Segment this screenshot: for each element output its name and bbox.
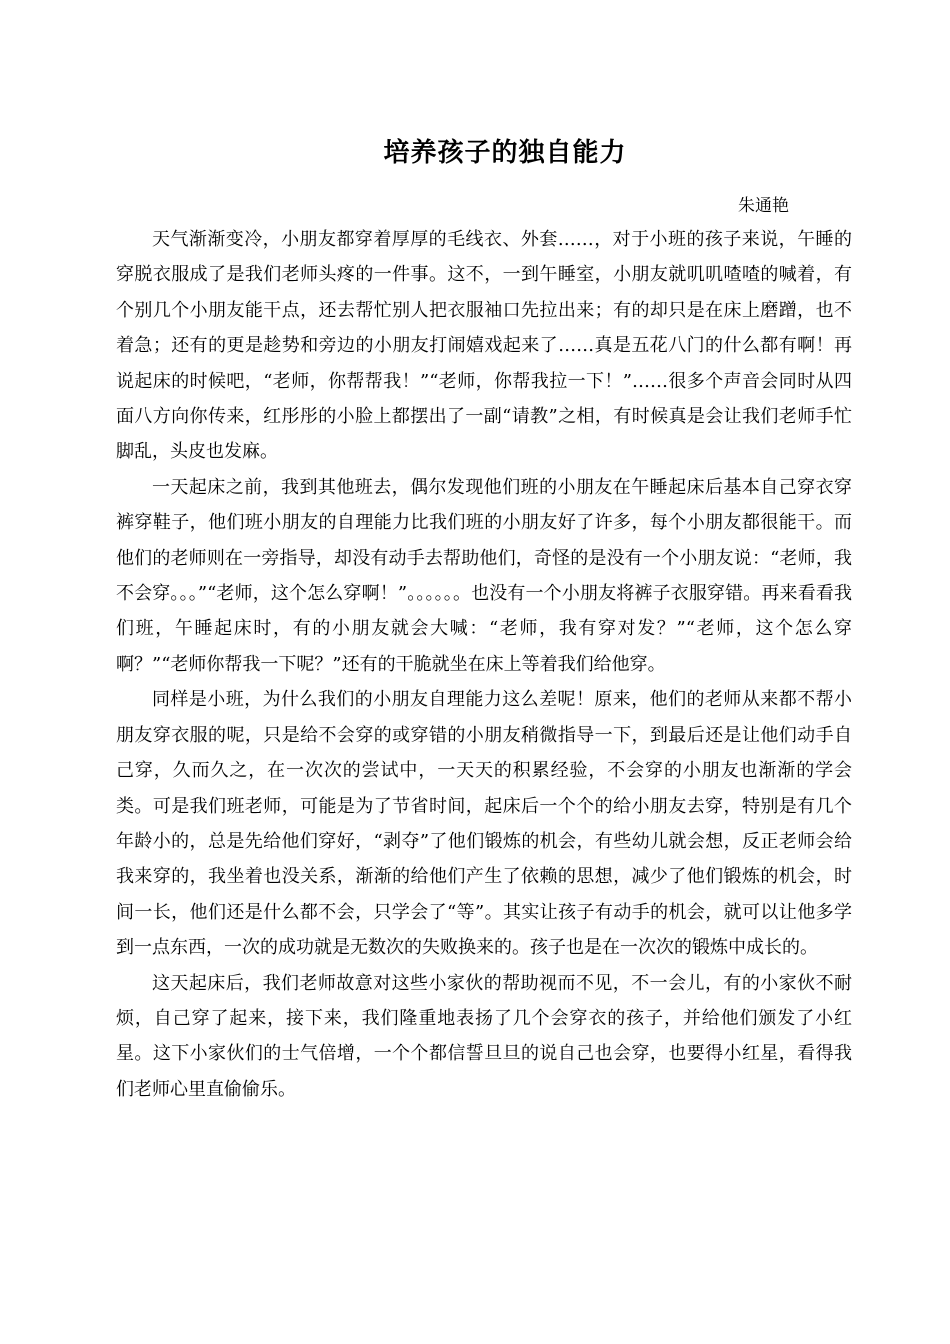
paragraph-2: 一天起床之前，我到其他班去，偶尔发现他们班的小朋友在午睡起床后基本自己穿衣穿裤穿鞋子，他们班小朋友的自理能力比我们班的小朋友好了许多，每个小朋友都很能干。而他们的老师则在一旁指导，却没有动手去帮助他们，奇怪的是没有一个小朋友说：“老师，我不会穿。。。”“老师，这个怎么穿啊！”。。。。。。也没有一个小朋友将裤子衣服穿错。再来看看我们班，午睡起床时，有的小朋友就会大喊：“老师，我有穿对发？”“老师，这个怎么穿啊？”“老师你帮我一下呢？”还有的干脆就坐在床上等着我们给他穿。 bbox=[116, 476, 852, 675]
article-body bbox=[116, 222, 852, 1107]
paragraph-4: 这天起床后，我们老师故意对这些小家伙的帮助视而不见，不一会儿，有的小家伙不耐烦，自己穿了起来，接下来，我们隆重地表扬了几个会穿衣的孩子，并给他们颁发了小红星。这下小家伙们的士气倍增，一个个都信誓旦旦的说自己也会穿，也要得小红星，看得我们老师心里直偷偷乐。 bbox=[116, 972, 852, 1100]
document-title: 培养孩子的独自能力 bbox=[383, 138, 627, 168]
paragraph-3: 同样是小班，为什么我们的小朋友自理能力这么差呢！原来，他们的老师从来都不帮小朋友穿衣服的呢，只是给不会穿的或穿错的小朋友稍微指导一下，到最后还是让他们动手自己穿，久而久之，在一次次的尝试中，一天天的积累经验，不会穿的小朋友也渐渐的学会类。可是我们班老师，可能是为了节省时间，起床后一个个的给小朋友去穿，特别是有几个年龄小的，总是先给他们穿好，“剥夺”了他们锻炼的机会，有些幼儿就会想，反正老师会给我来穿的，我坐着也没关系，渐渐的给他们产生了依赖的思想，减少了他们锻炼的机会，时间一长，他们还是什么都不会，只学会了“等”。其实让孩子有动手的机会，就可以让他多学到一点东西，一次的成功就是无数次的失败换来的。孩子也是在一次次的锻炼中成长的。 bbox=[116, 689, 852, 959]
paragraph-1: 天气渐渐变冷，小朋友都穿着厚厚的毛线衣、外套……，对于小班的孩子来说，午睡的穿脱衣服成了是我们老师头疼的一件事。这不，一到午睡室，小朋友就叽叽喳喳的喊着，有个别几个小朋友能干点，还去帮忙别人把衣服袖口先拉出来；有的却只是在床上磨蹭，也不着急；还有的更是趁势和旁边的小朋友打闹嬉戏起来了……真是五花八门的什么都有啊！再说起床的时候吧，“老师，你帮帮我！”“老师，你帮我拉一下！”……很多个声音会同时从四面八方向你传来，红彤彤的小脸上都摆出了一副“请教”之相，有时候真是会让我们老师手忙脚乱，头皮也发麻。 bbox=[116, 229, 852, 463]
author-name: 朱通艳 bbox=[738, 196, 789, 216]
